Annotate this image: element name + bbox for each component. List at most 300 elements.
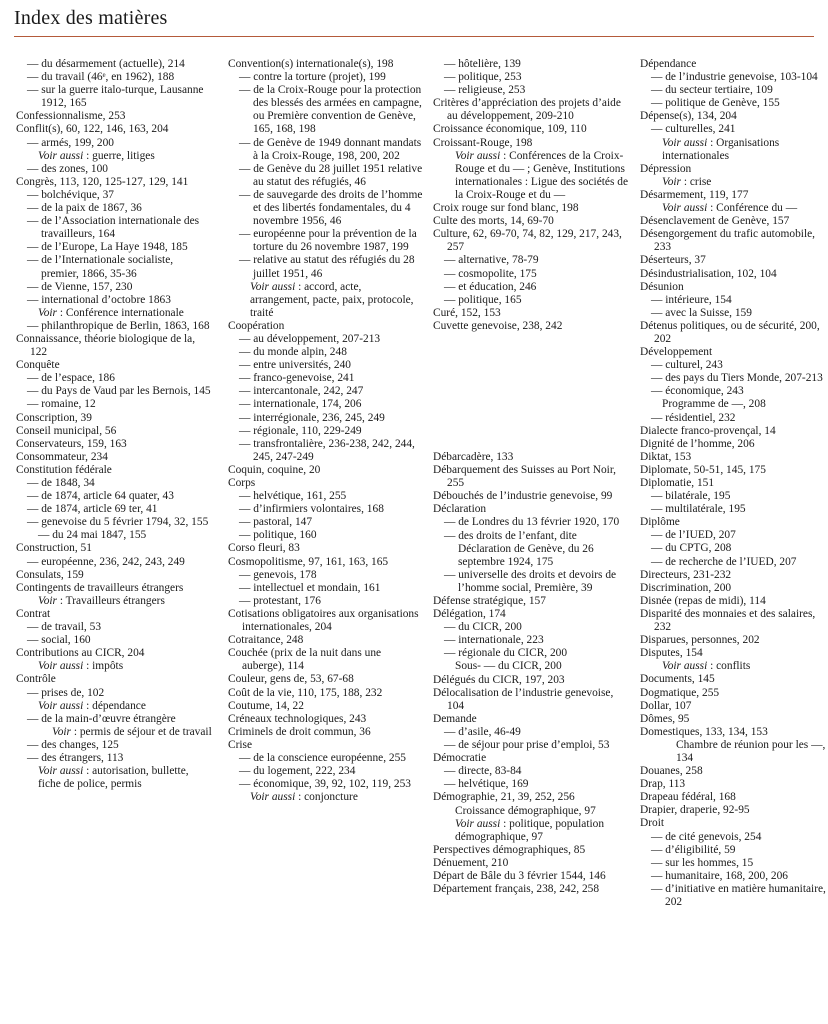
entry-text: Contributions au CICR, 204 bbox=[16, 647, 145, 660]
entry-text: — du Pays de Vaud par les Bernois, 145 bbox=[27, 385, 211, 398]
index-entry bbox=[433, 674, 631, 687]
index-entry bbox=[228, 673, 423, 686]
index-subentry bbox=[228, 595, 423, 608]
entry-text: Démographie, 21, 39, 252, 256 bbox=[433, 791, 575, 804]
see-also-label: Voir aussi bbox=[662, 136, 708, 149]
index-subentry bbox=[228, 516, 423, 529]
entry-text: Défense stratégique, 157 bbox=[433, 595, 546, 607]
index-subentry bbox=[228, 346, 423, 359]
index-entry bbox=[640, 516, 826, 529]
entry-text: : Organisations internationales bbox=[662, 136, 780, 162]
entry-text: : guerre, litiges bbox=[83, 149, 155, 162]
entry-text: — des zones, 100 bbox=[27, 162, 108, 175]
index-cross-reference bbox=[16, 595, 213, 608]
index-subentry bbox=[640, 503, 826, 516]
letter-gap bbox=[433, 333, 631, 451]
entry-text: Corso fleuri, 83 bbox=[228, 542, 300, 555]
entry-text: Dogmatique, 255 bbox=[640, 686, 720, 699]
index-subentry bbox=[640, 294, 826, 307]
entry-text: — au développement, 207-213 bbox=[239, 332, 381, 345]
entry-text: Critères d’appréciation des projets d’aide au développement, 209-210 bbox=[433, 97, 621, 123]
entry-text: — du secteur tertiaire, 109 bbox=[651, 84, 773, 97]
index-subentry bbox=[433, 84, 631, 97]
see-also-label: Voir bbox=[38, 306, 57, 319]
index-subentry bbox=[433, 516, 631, 529]
index-subentry bbox=[16, 385, 213, 398]
index-subentry bbox=[228, 412, 423, 425]
index-entry bbox=[640, 163, 826, 176]
index-entry bbox=[433, 503, 631, 516]
entry-text: — européenne pour la prévention de la torture du 26 novembre 1987, 199 bbox=[239, 228, 417, 254]
index-entry bbox=[640, 778, 826, 791]
index-entry bbox=[640, 268, 826, 281]
index-entry bbox=[640, 817, 826, 830]
index-subentry bbox=[16, 372, 213, 385]
index-entry bbox=[16, 451, 213, 464]
entry-text: Cosmopolitisme, 97, 161, 163, 165 bbox=[228, 555, 389, 568]
index-entry bbox=[228, 542, 423, 555]
entry-text: Convention(s) internationale(s), 198 bbox=[228, 58, 394, 70]
see-also-label: Voir bbox=[52, 725, 71, 738]
index-entry bbox=[228, 608, 423, 634]
entry-text: Drapeau fédéral, 168 bbox=[640, 791, 736, 804]
entry-text: — de cité genevois, 254 bbox=[651, 830, 762, 843]
index-entry bbox=[16, 582, 213, 595]
entry-text: Débarcadère, 133 bbox=[433, 450, 514, 463]
index-entry bbox=[640, 189, 826, 202]
entry-text: — protestant, 176 bbox=[239, 594, 321, 607]
entry-text: — entre universités, 240 bbox=[239, 359, 351, 372]
index-subentry bbox=[640, 307, 826, 320]
entry-text: — de Genève de 1949 donnant mandats à la Croix-Rouge, 198, 200, 202 bbox=[239, 136, 422, 162]
index-subentry bbox=[228, 582, 423, 595]
entry-text: Dénuement, 210 bbox=[433, 856, 509, 869]
index-subentry bbox=[640, 844, 826, 857]
index-entry bbox=[640, 254, 826, 267]
index-column-1 bbox=[16, 58, 213, 791]
entry-text: — sur la guerre italo-turque, Lausanne 1912, 165 bbox=[27, 84, 204, 110]
see-also-label: Voir aussi bbox=[38, 660, 84, 673]
index-subentry bbox=[16, 477, 213, 490]
index-subentry bbox=[433, 778, 631, 791]
entry-text: — genevoise du 5 février 1794, 32, 155 bbox=[27, 516, 209, 529]
see-also-label: Voir bbox=[38, 594, 57, 607]
index-entry bbox=[228, 634, 423, 647]
index-entry bbox=[16, 412, 213, 425]
index-subentry bbox=[640, 831, 826, 844]
index-entry bbox=[228, 320, 423, 333]
index-subentry bbox=[16, 621, 213, 634]
entry-text: Drap, 113 bbox=[640, 778, 686, 791]
entry-text: Croissant-Rouge, 198 bbox=[433, 136, 533, 149]
entry-text: — de 1848, 34 bbox=[27, 477, 95, 489]
entry-text: — contre la torture (projet), 199 bbox=[239, 71, 386, 84]
entry-text: Domestiques, 133, 134, 153 bbox=[640, 725, 768, 738]
index-entry bbox=[640, 569, 826, 582]
index-entry bbox=[640, 228, 826, 254]
entry-text: Développement bbox=[640, 346, 713, 359]
entry-text: — d’infirmiers volontaires, 168 bbox=[239, 503, 384, 516]
entry-text: Coquin, coquine, 20 bbox=[228, 463, 321, 476]
entry-text: : impôts bbox=[83, 660, 124, 673]
index-subentry bbox=[433, 726, 631, 739]
entry-text: Contingents de travailleurs étrangers bbox=[16, 581, 184, 594]
entry-text: — alternative, 78-79 bbox=[444, 254, 539, 267]
entry-text: — de la conscience européenne, 255 bbox=[239, 751, 406, 764]
entry-text: Coût de la vie, 110, 175, 188, 232 bbox=[228, 686, 383, 699]
entry-text: Croissance économique, 109, 110 bbox=[433, 123, 587, 136]
index-entry bbox=[16, 359, 213, 372]
index-subentry bbox=[640, 359, 826, 372]
index-cross-reference bbox=[433, 805, 631, 818]
entry-text: — du logement, 222, 234 bbox=[239, 765, 356, 778]
entry-text: — interrégionale, 236, 245, 249 bbox=[239, 411, 385, 424]
index-entry bbox=[228, 464, 423, 477]
index-entry bbox=[640, 464, 826, 477]
index-subentry bbox=[433, 530, 631, 569]
index-cross-reference bbox=[433, 660, 631, 673]
entry-text: Créneaux technologiques, 243 bbox=[228, 712, 367, 725]
index-cross-reference bbox=[228, 791, 423, 804]
entry-text: — franco-genevoise, 241 bbox=[239, 372, 355, 385]
index-subentry bbox=[16, 490, 213, 503]
entry-text: Désindustrialisation, 102, 104 bbox=[640, 267, 777, 280]
entry-text: Cuvette genevoise, 238, 242 bbox=[433, 319, 563, 332]
index-entry bbox=[640, 700, 826, 713]
entry-text: — international d’octobre 1863 bbox=[27, 293, 171, 306]
index-entry bbox=[640, 726, 826, 739]
page-header bbox=[0, 0, 828, 44]
entry-text: : accord, acte, arrangement, pacte, paix, protocole, traité bbox=[250, 280, 414, 319]
entry-text: Département français, 238, 242, 258 bbox=[433, 883, 600, 896]
entry-text: Démocratie bbox=[433, 752, 487, 765]
entry-text: — de la paix de 1867, 36 bbox=[27, 202, 142, 215]
index-subentry bbox=[433, 268, 631, 281]
entry-text: — économique, 39, 92, 102, 119, 253 bbox=[239, 778, 411, 791]
index-entry bbox=[228, 58, 423, 71]
index-subentry bbox=[228, 359, 423, 372]
index-subentry bbox=[16, 556, 213, 569]
entry-text: Diplomate, 50-51, 145, 175 bbox=[640, 463, 766, 476]
entry-text: Dépendance bbox=[640, 58, 697, 70]
index-entry bbox=[16, 438, 213, 451]
index-entry bbox=[228, 647, 423, 673]
entry-text: Contrôle bbox=[16, 673, 56, 686]
index-entry bbox=[16, 123, 213, 136]
entry-text: : Conférence internationale bbox=[57, 306, 184, 319]
entry-text: Constitution fédérale bbox=[16, 463, 112, 476]
entry-text: Conscription, 39 bbox=[16, 411, 92, 424]
entry-text: : dépendance bbox=[83, 699, 146, 712]
entry-text: — intercantonale, 242, 247 bbox=[239, 385, 364, 398]
see-also-label: Voir aussi bbox=[662, 202, 708, 215]
index-subentry bbox=[433, 621, 631, 634]
entry-text: Diplôme bbox=[640, 516, 680, 529]
entry-text: Déclaration bbox=[433, 503, 487, 516]
index-subentry bbox=[433, 71, 631, 84]
entry-text: Détenus politiques, ou de sécurité, 200, 202 bbox=[640, 319, 820, 345]
index-entry bbox=[433, 490, 631, 503]
index-cross-reference bbox=[640, 176, 826, 189]
entry-text: — régionale du CICR, 200 bbox=[444, 647, 568, 660]
index-entry bbox=[433, 857, 631, 870]
index-entry bbox=[16, 647, 213, 660]
index-subentry bbox=[228, 333, 423, 346]
entry-text: Sous- — du CICR, 200 bbox=[455, 660, 562, 673]
entry-text: : politique, population démographique, 97 bbox=[455, 817, 605, 843]
index-subentry bbox=[16, 202, 213, 215]
index-subentry bbox=[640, 556, 826, 569]
index-entry bbox=[640, 281, 826, 294]
entry-text: Désengorgement du trafic automobile, 233 bbox=[640, 228, 816, 254]
index-subentry bbox=[640, 372, 826, 385]
index-entry bbox=[640, 765, 826, 778]
index-subentry bbox=[16, 71, 213, 84]
entry-text: Dômes, 95 bbox=[640, 712, 690, 725]
index-subentry bbox=[16, 58, 213, 71]
index-subentry bbox=[228, 163, 423, 189]
entry-text: Perspectives démographiques, 85 bbox=[433, 843, 586, 856]
index-subentry bbox=[228, 503, 423, 516]
index-entry bbox=[433, 97, 631, 123]
entry-text: Dépression bbox=[640, 162, 692, 175]
index-subentry bbox=[228, 490, 423, 503]
index-cross-reference bbox=[16, 307, 213, 320]
entry-text: — de Genève du 28 juillet 1951 relative au statut des réfugiés, 46 bbox=[239, 162, 423, 188]
entry-text: — européenne, 236, 242, 243, 249 bbox=[27, 555, 185, 568]
see-also-label: Voir aussi bbox=[38, 699, 84, 712]
entry-text: — de l’Internationale socialiste, premier, 1866, 35-36 bbox=[27, 254, 174, 280]
index-entry bbox=[640, 346, 826, 359]
index-subentry bbox=[16, 687, 213, 700]
entry-text: — de l’espace, 186 bbox=[27, 372, 115, 385]
index-cross-reference bbox=[16, 150, 213, 163]
entry-text: Disnée (repas de midi), 114 bbox=[640, 594, 766, 607]
index-entry bbox=[640, 438, 826, 451]
index-subentry bbox=[228, 752, 423, 765]
entry-text: — culturelles, 241 bbox=[651, 123, 736, 136]
entry-text: — internationale, 174, 206 bbox=[239, 398, 362, 411]
index-cross-reference bbox=[433, 818, 631, 844]
index-cross-reference bbox=[433, 150, 631, 202]
entry-text: Débarquement des Suisses au Port Noir, 255 bbox=[433, 464, 617, 490]
entry-text: — transfrontalière, 236-238, 242, 244, 245, 247-249 bbox=[239, 437, 415, 463]
entry-text: Dollar, 107 bbox=[640, 699, 692, 712]
index-entry bbox=[640, 477, 826, 490]
entry-text: Disparité des monnaies et des salaires, 232 bbox=[640, 607, 816, 634]
entry-text: : Conférence du — bbox=[707, 202, 798, 215]
index-entry bbox=[16, 176, 213, 189]
index-subentry bbox=[228, 569, 423, 582]
index-subentry bbox=[228, 778, 423, 791]
index-entry bbox=[228, 556, 423, 569]
index-cross-reference bbox=[16, 700, 213, 713]
index-subentry bbox=[640, 490, 826, 503]
index-subentry bbox=[640, 529, 826, 542]
index-entry bbox=[228, 687, 423, 700]
index-entry bbox=[640, 713, 826, 726]
entry-text: — des changes, 125 bbox=[27, 738, 119, 751]
index-entry bbox=[433, 883, 631, 896]
entry-text: Programme de —, 208 bbox=[662, 398, 766, 411]
index-entry bbox=[16, 608, 213, 621]
entry-text: — d’asile, 46-49 bbox=[444, 725, 521, 738]
entry-text: — de l’Europe, La Haye 1948, 185 bbox=[27, 241, 188, 254]
entry-text: — de la Croix-Rouge pour la protection des blessés des armées en campagne, ou Première convention de Genève, 165, 168, 198 bbox=[239, 84, 422, 136]
index-entry bbox=[16, 542, 213, 555]
entry-text: Crise bbox=[228, 738, 253, 751]
entry-text: Dignité de l’homme, 206 bbox=[640, 437, 755, 450]
index-subentry bbox=[640, 542, 826, 555]
entry-text: Désarmement, 119, 177 bbox=[640, 188, 749, 201]
index-subentry bbox=[433, 739, 631, 752]
index-subentry bbox=[16, 398, 213, 411]
see-also-label: Voir aussi bbox=[455, 149, 501, 162]
index-subentry bbox=[16, 189, 213, 202]
entry-text: — genevois, 178 bbox=[239, 568, 317, 581]
index-subentry bbox=[16, 503, 213, 516]
entry-text: — économique, 243 bbox=[651, 385, 744, 398]
entry-text: — intellectuel et mondain, 161 bbox=[239, 581, 381, 594]
index-entry bbox=[228, 726, 423, 739]
see-also-label: Voir bbox=[662, 175, 681, 188]
entry-text: Contrat bbox=[16, 607, 51, 620]
entry-text: Cotisations obligatoires aux organisations internationales, 204 bbox=[228, 607, 419, 634]
index-entry bbox=[433, 202, 631, 215]
see-also-label: Voir aussi bbox=[38, 765, 84, 778]
index-cross-reference bbox=[16, 726, 213, 739]
entry-text: Débouchés de l’industrie genevoise, 99 bbox=[433, 490, 613, 503]
index-subentry bbox=[640, 385, 826, 398]
index-entry bbox=[433, 451, 631, 464]
entry-text: — de séjour pour prise d’emploi, 53 bbox=[444, 739, 610, 752]
index-column-2 bbox=[228, 58, 423, 804]
index-cross-reference bbox=[16, 660, 213, 673]
index-entry bbox=[640, 634, 826, 647]
index-subentry bbox=[433, 281, 631, 294]
index-entry bbox=[433, 595, 631, 608]
entry-text: — de 1874, article 69 ter, 41 bbox=[27, 503, 158, 516]
index-entry bbox=[433, 608, 631, 621]
entry-text: Désenclavement de Genève, 157 bbox=[640, 215, 790, 228]
index-entry bbox=[228, 739, 423, 752]
index-entry bbox=[640, 687, 826, 700]
entry-text: Délocalisation de l’industrie genevoise, 104 bbox=[433, 686, 614, 712]
index-subentry bbox=[433, 647, 631, 660]
index-subentry bbox=[16, 281, 213, 294]
entry-text: — du 24 mai 1847, 155 bbox=[38, 529, 147, 542]
entry-text: Consulats, 159 bbox=[16, 568, 84, 581]
index-entry bbox=[640, 425, 826, 438]
index-subentry bbox=[433, 634, 631, 647]
entry-text: Corps bbox=[228, 477, 256, 489]
index-subentry bbox=[228, 84, 423, 136]
index-subentry bbox=[228, 765, 423, 778]
entry-text: — de sauvegarde des droits de l’homme et des libertés fondamentales, du 4 novembre 1956, 46 bbox=[239, 188, 423, 228]
entry-text: — sur les hommes, 15 bbox=[651, 856, 754, 869]
entry-text: — de 1874, article 64 quater, 43 bbox=[27, 490, 174, 503]
index-column-4 bbox=[640, 58, 826, 909]
index-entry bbox=[640, 110, 826, 123]
entry-text: — romaine, 12 bbox=[27, 398, 96, 411]
index-entry bbox=[640, 804, 826, 817]
index-entry bbox=[16, 110, 213, 123]
index-entry bbox=[433, 215, 631, 228]
index-cross-reference bbox=[640, 660, 826, 673]
index-entry bbox=[433, 791, 631, 804]
entry-text: — de l’industrie genevoise, 103-104 bbox=[651, 71, 818, 84]
entry-text: — du CICR, 200 bbox=[444, 621, 522, 634]
entry-text: Discrimination, 200 bbox=[640, 581, 732, 594]
index-cross-reference bbox=[640, 202, 826, 215]
index-entry bbox=[433, 870, 631, 883]
index-subentry bbox=[433, 569, 631, 595]
index-subentry bbox=[433, 294, 631, 307]
entry-text: — directe, 83-84 bbox=[444, 765, 522, 778]
entry-text: — de Vienne, 157, 230 bbox=[27, 280, 133, 293]
entry-text: Congrès, 113, 120, 125-127, 129, 141 bbox=[16, 175, 189, 188]
entry-text: Directeurs, 231-232 bbox=[640, 568, 732, 581]
index-entry bbox=[433, 752, 631, 765]
index-subentry bbox=[433, 765, 631, 778]
index-subentry bbox=[16, 752, 213, 765]
index-entry bbox=[16, 425, 213, 438]
entry-text: — philanthropique de Berlin, 1863, 168 bbox=[27, 319, 210, 332]
entry-text: — de recherche de l’IUED, 207 bbox=[651, 555, 797, 568]
see-also-label: Voir aussi bbox=[250, 791, 296, 804]
entry-text: — hôtelière, 139 bbox=[444, 58, 521, 70]
index-subentry bbox=[16, 529, 213, 542]
entry-text: Conflit(s), 60, 122, 146, 163, 204 bbox=[16, 123, 169, 136]
entry-text: — humanitaire, 168, 200, 206 bbox=[651, 869, 788, 882]
index-subentry bbox=[228, 425, 423, 438]
index-entry bbox=[16, 333, 213, 359]
entry-text: : autorisation, bullette, fiche de police, permis bbox=[38, 765, 189, 791]
entry-text: — de la main-d’œuvre étrangère bbox=[27, 712, 176, 725]
entry-text: Départ de Bâle du 3 février 1544, 146 bbox=[433, 869, 606, 882]
index-entry bbox=[433, 137, 631, 150]
index-subentry bbox=[228, 398, 423, 411]
index-subentry bbox=[228, 438, 423, 464]
entry-text: : Conférences de la Croix-Rouge et du — ; Genève, Institutions internationales : Ligue des sociétés de la Croix-Rouge et du — bbox=[455, 149, 629, 201]
entry-text: — du monde alpin, 248 bbox=[239, 346, 347, 359]
index-entry bbox=[433, 228, 631, 254]
entry-text: Disputes, 154 bbox=[640, 647, 703, 660]
entry-text: Cotraitance, 248 bbox=[228, 634, 304, 647]
index-entry bbox=[640, 215, 826, 228]
entry-text: Diplomatie, 151 bbox=[640, 477, 715, 489]
index-entry bbox=[228, 700, 423, 713]
entry-text: — multilatérale, 195 bbox=[651, 503, 746, 516]
entry-text: — universelle des droits et devoirs de l’homme social, Première, 39 bbox=[444, 568, 617, 594]
index-subentry bbox=[640, 412, 826, 425]
index-subentry bbox=[16, 137, 213, 150]
index-cross-reference bbox=[640, 739, 826, 765]
entry-text: — pastoral, 147 bbox=[239, 516, 313, 529]
entry-text: Drapier, draperie, 92-95 bbox=[640, 804, 750, 817]
entry-text: — helvétique, 161, 255 bbox=[239, 490, 347, 503]
index-subentry bbox=[228, 372, 423, 385]
entry-text: Droit bbox=[640, 817, 665, 830]
entry-text: — politique, 160 bbox=[239, 529, 317, 542]
entry-text: — et éducation, 246 bbox=[444, 280, 537, 293]
entry-text: — d’initiative en matière humanitaire, 202 bbox=[651, 882, 826, 908]
index-subentry bbox=[640, 97, 826, 110]
entry-text: Croissance démographique, 97 bbox=[455, 804, 596, 817]
index-entry bbox=[433, 713, 631, 726]
entry-text: Criminels de droit commun, 36 bbox=[228, 725, 371, 738]
entry-text: Dépense(s), 134, 204 bbox=[640, 110, 737, 123]
